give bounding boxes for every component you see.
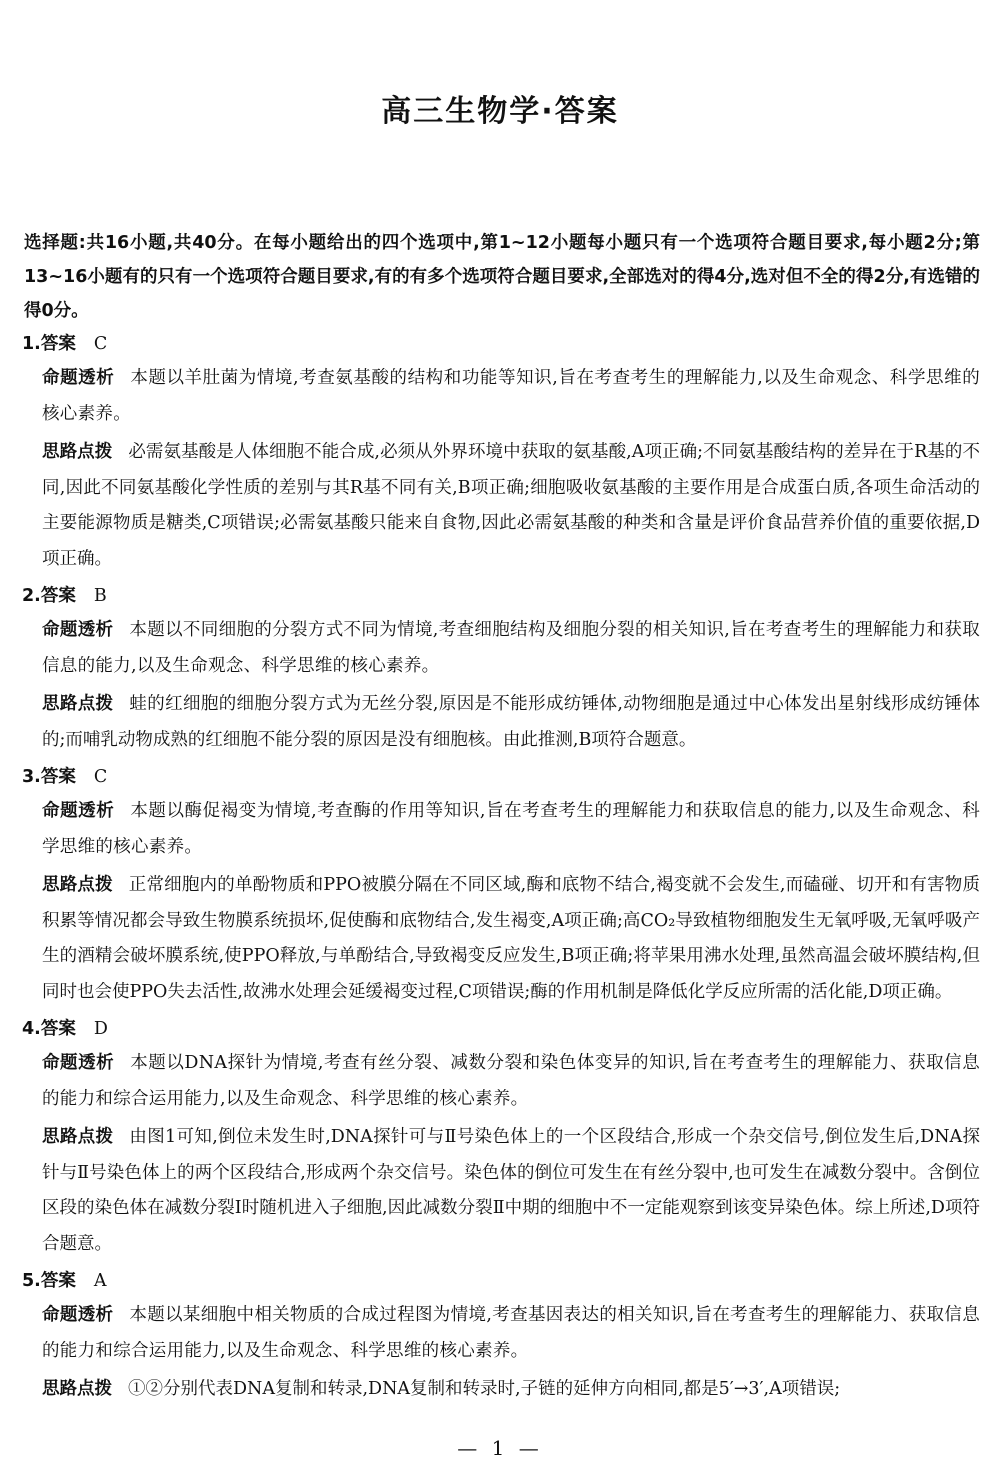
- answer-value: B: [93, 586, 107, 606]
- question-header: [22, 761, 980, 794]
- approach-label: 思路点拨: [42, 1127, 114, 1147]
- question-number: 1.: [22, 334, 41, 354]
- approach-paragraph: [42, 868, 980, 1010]
- insight-text: 本题以羊肚菌为情境,考查氨基酸的结构和功能等知识,旨在考查考生的理解能力,以及生命观念、科学思维的核心素养。: [42, 368, 980, 424]
- question-item: [22, 328, 980, 577]
- approach-text: 由图1可知,倒位未发生时,DNA探针可与Ⅱ号染色体上的一个区段结合,形成一个杂交信号,倒位发生后,DNA探针与Ⅱ号染色体上的两个区段结合,形成两个杂交信号。染色体的倒位可发生在有丝分裂中,也可发生在减数分裂中。含倒位区段的染色体在减数分裂Ⅰ时随机进入子细胞,因此减数分裂Ⅱ中期的细胞中不一定能观察到该变异染色体。综上所述,D项符合题意。: [42, 1127, 980, 1254]
- question-item: [22, 580, 980, 758]
- insight-paragraph: [42, 1298, 980, 1369]
- approach-label: 思路点拨: [42, 694, 114, 714]
- answer-list: [22, 328, 980, 1411]
- page-number: — 1 —: [457, 1436, 543, 1460]
- approach-text: ①②分别代表DNA复制和转录,DNA复制和转录时,子链的延伸方向相同,都是5′→3′,A项错误;: [128, 1379, 841, 1399]
- approach-paragraph: [42, 1120, 980, 1262]
- approach-text: 正常细胞内的单酚物质和PPO被膜分隔在不同区域,酶和底物不结合,褐变就不会发生,而磕碰、切开和有害物质积累等情况都会导致生物膜系统损坏,促使酶和底物结合,发生褐变,A项正确;高CO₂导致植物细胞发生无氧呼吸,无氧呼吸产生的酒精会破坏膜系统,使PPO释放,与单酚结合,导致褐变反应发生,B项正确;将苹果用沸水处理,虽然高温会破坏膜结构,但同时也会使PPO失去活性,故沸水处理会延缓褐变过程,C项错误;酶的作用机制是降低化学反应所需的活化能,D项正确。: [42, 875, 980, 1002]
- insight-label: 命题透析: [42, 620, 114, 640]
- insight-label: 命题透析: [42, 801, 115, 821]
- question-header: [22, 580, 980, 613]
- question-header: [22, 328, 980, 361]
- approach-label: 思路点拨: [42, 1379, 112, 1399]
- insight-label: 命题透析: [42, 1053, 115, 1073]
- answer-label: 答案: [40, 767, 76, 787]
- answer-label: 答案: [40, 1019, 76, 1039]
- question-item: [22, 1265, 980, 1408]
- approach-label: 思路点拨: [42, 442, 113, 462]
- insight-paragraph: [42, 613, 980, 684]
- section-intro: 选择题:共16小题,共40分。在每小题给出的四个选项中,第1~12小题每小题只有一个选项符合题目要求,每小题2分;第13~16小题有的只有一个选项符合题目要求,有的有多个选项符合题目要求,全部选对的得4分,选对但不全的得2分,有选错的得0分。: [24, 233, 980, 321]
- question-item: [22, 761, 980, 1010]
- approach-text: 必需氨基酸是人体细胞不能合成,必须从外界环境中获取的氨基酸,A项正确;不同氨基酸结构的差异在于R基的不同,因此不同氨基酸化学性质的差别与其R基不同有关,B项正确;细胞吸收氨基酸的主要作用是合成蛋白质,各项生命活动的主要能源物质是糖类,C项错误;必需氨基酸只能来自食物,因此必需氨基酸的种类和含量是评价食品营养价值的重要依据,D项正确。: [42, 442, 981, 569]
- question-number: 3.: [22, 767, 41, 787]
- question-header: [22, 1265, 980, 1298]
- insight-label: 命题透析: [42, 1305, 114, 1325]
- answer-label: 答案: [40, 334, 76, 354]
- answer-value: C: [93, 334, 108, 354]
- answer-label: 答案: [40, 1271, 76, 1291]
- question-item: [22, 1013, 980, 1262]
- page-title: 高三生物学·答案: [381, 94, 619, 129]
- answer-value: D: [93, 1019, 108, 1039]
- insight-text: 本题以某细胞中相关物质的合成过程图为情境,考查基因表达的相关知识,旨在考查考生的理解能力、获取信息的能力和综合运用能力,以及生命观念、科学思维的核心素养。: [42, 1305, 980, 1361]
- answer-value: A: [93, 1271, 107, 1291]
- question-number: 5.: [22, 1271, 41, 1291]
- insight-paragraph: [42, 1046, 980, 1117]
- approach-text: 蛙的红细胞的细胞分裂方式为无丝分裂,原因是不能形成纺锤体,动物细胞是通过中心体发出星射线形成纺锤体的;而哺乳动物成熟的红细胞不能分裂的原因是没有细胞核。由此推测,B项符合题意。: [42, 694, 981, 750]
- approach-paragraph: [42, 687, 980, 758]
- insight-paragraph: [42, 361, 980, 432]
- insight-text: 本题以酶促褐变为情境,考查酶的作用等知识,旨在考查考生的理解能力和获取信息的能力,以及生命观念、科学思维的核心素养。: [42, 801, 980, 857]
- question-number: 2.: [22, 586, 41, 606]
- approach-paragraph: [42, 435, 980, 577]
- approach-label: 思路点拨: [42, 875, 113, 895]
- insight-text: 本题以不同细胞的分裂方式不同为情境,考查细胞结构及细胞分裂的相关知识,旨在考查考生的理解能力和获取信息的能力,以及生命观念、科学思维的核心素养。: [42, 620, 980, 676]
- insight-text: 本题以DNA探针为情境,考查有丝分裂、减数分裂和染色体变异的知识,旨在考查考生的理解能力、获取信息的能力和综合运用能力,以及生命观念、科学思维的核心素养。: [42, 1053, 980, 1109]
- insight-label: 命题透析: [42, 368, 115, 388]
- question-number: 4.: [22, 1019, 41, 1039]
- answer-value: C: [93, 767, 108, 787]
- approach-paragraph: [42, 1372, 980, 1408]
- insight-paragraph: [42, 794, 980, 865]
- question-header: [22, 1013, 980, 1046]
- answer-label: 答案: [40, 586, 76, 606]
